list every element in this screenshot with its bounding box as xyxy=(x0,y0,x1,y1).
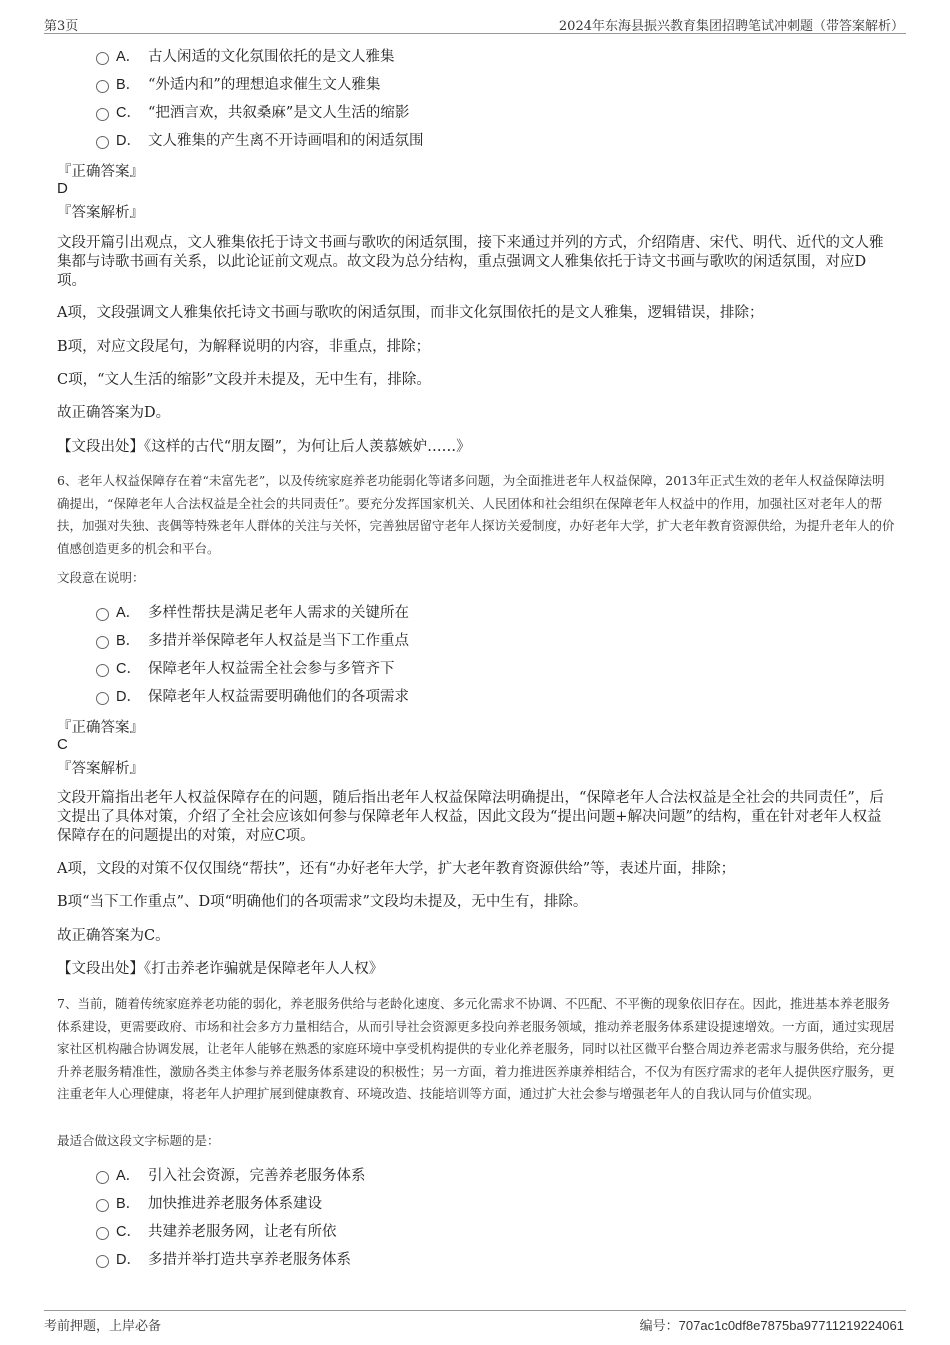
analysis-label: 『答案解析』 xyxy=(57,205,144,221)
q6-note-bd: B项“当下工作重点”、D项“明确他们的各项需求”文段均未提及，无中生有，排除。 xyxy=(57,894,588,910)
q6-answer: C xyxy=(57,736,68,753)
q6-analysis: 文段开篇指出老年人权益保障存在的问题，随后指出老年人权益保障法明确提出，“保障老年人合法权益是全社会的共同责任”，后文提出了具体对策，介绍了全社会应该如何参与保障老年人权益，因此文段为“提出问题+解决问题”的结构，重在针对老年人权益保障存在的问题提出的对策，对应C项。 xyxy=(57,790,884,844)
page-footer xyxy=(44,1310,906,1334)
page-number: 第3页 xyxy=(44,19,79,34)
analysis-label: 『答案解析』 xyxy=(57,761,144,777)
q5-conclusion: 故正确答案为D。 xyxy=(57,405,171,421)
document-title: 2024年东海县振兴教育集团招聘笔试冲刺题（带答案解析） xyxy=(558,19,904,34)
q5-note-c: C项，“文人生活的缩影”文段并未提及，无中生有，排除。 xyxy=(57,372,431,388)
q5-note-b: B项，对应文段尾句，为解释说明的内容，非重点，排除； xyxy=(57,339,431,355)
radio-icon[interactable] xyxy=(96,636,109,649)
q7-question: 7、当前，随着传统家庭养老功能的弱化，养老服务供给与老龄化速度、多元化需求不协调、不匹配、不平衡的现象依旧存在。因此，推进基本养老服务体系建设，更需要政府、市场和社会多方力量相结合，从而引导社会资源更多投向养老服务领域，推动养老服务体系建设提速增效。一方面，通过实现居家社区机构融合协调发展，让老年人能够在熟悉的家庭环境中享受机构提供的专业化养老服务，同时以社区微平台整合周边养老需求与服务供给，充分提升养老服务精准性，激励各类主体参与养老服务体系建设的积极性；另一方面，着力推进医养康养相结合，不仅为有医疗需求的老年人提供医疗服务，更注重老年人心理健康，将老年人护理扩展到健康教育、环境改造、技能培训等方面，通过扩大社会参与增强老年人的自我认同与价值实现。 xyxy=(57,996,895,1101)
radio-icon[interactable] xyxy=(96,1255,109,1268)
correct-answer-label: 『正确答案』 xyxy=(57,720,144,736)
footer-code xyxy=(640,1315,904,1334)
footer-code-label: 编号： xyxy=(639,1319,679,1334)
q5-answer: D xyxy=(57,180,68,197)
radio-icon[interactable] xyxy=(96,1199,109,1212)
radio-icon[interactable] xyxy=(96,1227,109,1240)
radio-icon[interactable] xyxy=(96,108,109,121)
radio-icon[interactable] xyxy=(96,664,109,677)
footer-code-value: 707ac1c0df8e7875ba97711219224061 xyxy=(678,1318,904,1333)
q6-source: 【文段出处】《打击养老诈骗就是保障老年人人权》 xyxy=(57,961,384,977)
q6-note-a: A项，文段的对策不仅仅围绕“帮扶”，还有“办好老年大学，扩大老年教育资源供给”等，表述片面，排除； xyxy=(57,861,736,877)
radio-icon[interactable] xyxy=(96,136,109,149)
q6-question: 6、老年人权益保障存在着“未富先老”，以及传统家庭养老功能弱化等诸多问题，为全面推进老年人权益保障，2013年正式生效的老年人权益保障法明确提出，“保障老年人合法权益是全社会的共同责任”。要充分发挥国家机关、人民团体和社会组织在保障老年人权益中的作用，加强社区对老年人的帮扶，加强对失独、丧偶等特殊老年人群体的关注与关怀，完善独居留守老年人探访关爱制度，办好老年大学，扩大老年教育资源供给，为提升老年人的价值感创造更多的机会和平台。 xyxy=(57,473,895,556)
radio-icon[interactable] xyxy=(96,52,109,65)
radio-icon[interactable] xyxy=(96,1171,109,1184)
q6-conclusion: 故正确答案为C。 xyxy=(57,928,170,944)
q5-source: 【文段出处】《这样的古代“朋友圈”，为何让后人羡慕嫉妒……》 xyxy=(57,439,471,455)
radio-icon[interactable] xyxy=(96,608,109,621)
radio-icon[interactable] xyxy=(96,80,109,93)
radio-icon[interactable] xyxy=(96,692,109,705)
q5-analysis: 文段开篇引出观点，文人雅集依托于诗文书画与歌吹的闲适氛围，接下来通过并列的方式，介绍隋唐、宋代、明代、近代的文人雅集都与诗歌书画有关系，以此论证前文观点。故文段为总分结构，重点强调文人雅集依托于诗文书画与歌吹的闲适氛围，对应D项。 xyxy=(57,235,884,289)
correct-answer-label: 『正确答案』 xyxy=(57,164,144,180)
page-header xyxy=(44,13,906,34)
q6-prompt: 文段意在说明： xyxy=(57,570,145,585)
q5-note-a: A项，文段强调文人雅集依托诗文书画与歌吹的闲适氛围，而非文化氛围依托的是文人雅集，逻辑错误，排除； xyxy=(57,305,764,321)
footer-slogan: 考前押题，上岸必备 xyxy=(44,1319,162,1334)
q7-prompt: 最适合做这段文字标题的是： xyxy=(57,1133,220,1148)
